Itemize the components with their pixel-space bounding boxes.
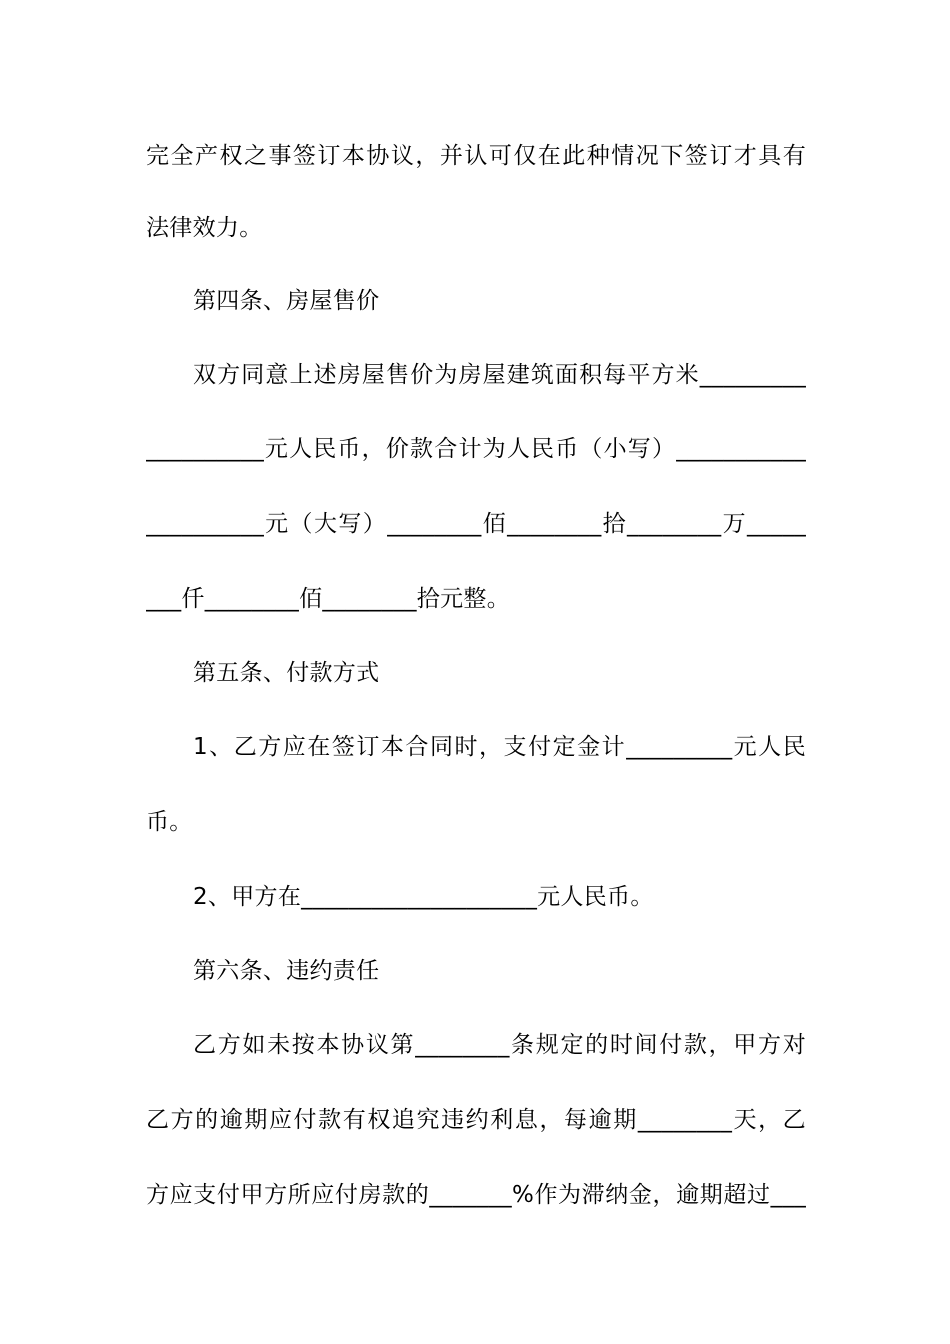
payment-item-1-line-1: 1、乙方应在签订本合同时，支付定金计_________元人民 — [193, 734, 806, 760]
paragraph-line-14: 乙方的逾期应付款有权追究违约利息，每逾期________天，乙 — [146, 1107, 806, 1133]
paragraph-line-13: 乙方如未按本协议第________条规定的时间付款，甲方对 — [193, 1032, 806, 1058]
paragraph-line-2: 法律效力。 — [146, 215, 263, 241]
paragraph-line-4: 双方同意上述房屋售价为房屋建筑面积每平方米_________ — [193, 362, 806, 388]
paragraph-line-1: 完全产权之事签订本协议，并认可仅在此种情况下签订才具有 — [146, 143, 806, 169]
article-4-heading: 第四条、房屋售价 — [193, 288, 380, 314]
paragraph-line-7: ___仟________佰________拾元整。 — [146, 586, 510, 612]
article-6-heading: 第六条、违约责任 — [193, 958, 380, 984]
payment-item-2: 2、甲方在____________________元人民币。 — [193, 884, 654, 910]
paragraph-line-5: __________元人民币，价款合计为人民币（小写）___________ — [146, 436, 806, 462]
payment-item-1-line-2: 币。 — [146, 809, 193, 835]
article-5-heading: 第五条、付款方式 — [193, 660, 380, 686]
paragraph-line-6: __________元（大写）________佰________拾________万_____ — [146, 511, 806, 537]
paragraph-line-15: 方应支付甲方所应付房款的_______%作为滞纳金，逾期超过___ — [146, 1182, 806, 1208]
